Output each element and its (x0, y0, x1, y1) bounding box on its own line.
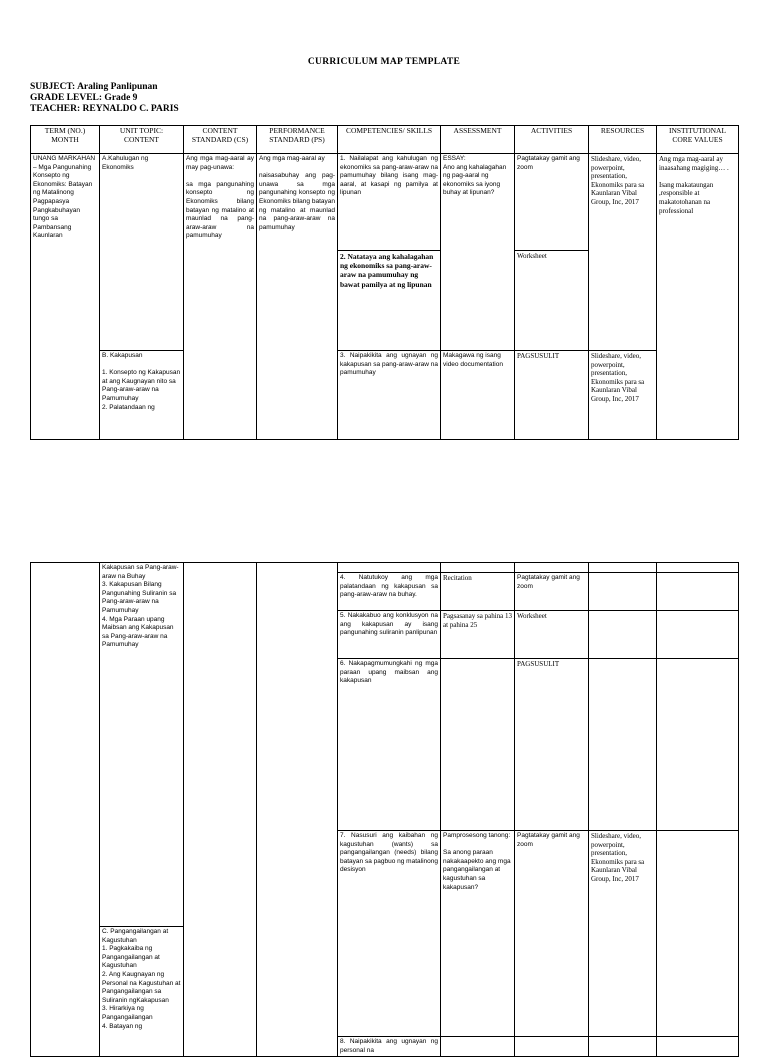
competency-cell: 2. Natataya ang kahalagahan ng ekonomiks sa pang-araw-araw na pamumuhay ng bawat pamilya at ng lipunan (338, 251, 441, 351)
header-assessment: ASSESSMENT (441, 126, 515, 154)
assessment-cell: Makagawa ng isang video documentation (441, 351, 515, 440)
assessment-cell (441, 659, 515, 831)
resources-cell: Slideshare, video, powerpoint, presentation, Ekonomiks para sa Kaunlaran Vibal Group, Inc, 2017 (589, 831, 657, 1037)
core-values-cell (657, 831, 739, 1037)
performance-standard-cell (257, 563, 338, 1057)
competency-cell: 5. Nakakabuo ang konklusyon na ang kakapusan ay isang pangunahing suliranin panlipunan (338, 611, 441, 659)
competency-cell (338, 563, 441, 573)
assessment-cell: Pamprosesong tanong: Sa anong paraan nakakaapekto ang mga pangangailangan at kagustuhan sa kakapusan? (441, 831, 515, 1037)
core-values-cell (657, 563, 739, 573)
core-values-cell (657, 611, 739, 659)
assessment-cell: Recitation (441, 573, 515, 611)
activity-cell: Pagtatakay gamit ang zoom (515, 831, 589, 1037)
unit-topic-cell: Kakapusan sa Pang-araw-araw na Buhay 3. Kakapusan Bilang Pangunahing Suliranin sa Pang-araw-araw na Pamumuhay 4. Mga Paraan upang Maibsan ang Kakapusan sa Pang-araw-araw na Pamumuhay (100, 563, 184, 927)
core-values-cell (657, 1037, 739, 1057)
teacher-line: TEACHER: REYNALDO C. PARIS (30, 104, 179, 114)
header-activities: ACTIVITIES (515, 126, 589, 154)
core-values-cell (657, 573, 739, 611)
term-cell (31, 563, 100, 1057)
header-core-values: INSTITUTIONAL CORE VALUES (657, 126, 739, 154)
table-row (31, 154, 739, 251)
resources-cell: Slideshare, video, powerpoint, presentation, Ekonomiks para sa Kaunlaran Vibal Group, Inc, 2017 (589, 351, 657, 440)
resources-cell: Slideshare, video, powerpoint, presentation, Ekonomiks para sa Kaunlaran Vibal Group, Inc, 2017 (589, 154, 657, 351)
competency-cell: 7. Nasusuri ang kaibahan ng kagustuhan (wants) sa pangangailangan (needs) bilang batayan sa pagbuo ng matalinong desisyon (338, 831, 441, 1037)
resources-cell (589, 573, 657, 611)
header-row (31, 126, 739, 154)
competency-cell: 1. Nailalapat ang kahulugan ng ekonomiks sa pang-araw-araw na pamumuhay bilang isang mag-aaral, at kasapi ng pamilya at lipunan (338, 154, 441, 251)
header-content-standard: CONTENT STANDARD (CS) (184, 126, 257, 154)
core-values-cell (657, 659, 739, 831)
header-performance-standard: PERFORMANCE STANDARD (PS) (257, 126, 338, 154)
core-values-cell: Ang mga mag-aaral ay inaasahang magiging… . Isang makataungan ,responsible at makatotohanan na professional (657, 154, 739, 440)
grade-level-line: GRADE LEVEL: Grade 9 (30, 93, 138, 103)
document-title: CURRICULUM MAP TEMPLATE (307, 57, 461, 67)
curriculum-table-2 (30, 562, 739, 1057)
activity-cell (515, 563, 589, 573)
unit-topic-cell: A.Kahulugan ng Ekonomiks (100, 154, 184, 351)
resources-cell (589, 611, 657, 659)
header-term: TERM (NO.) MONTH (31, 126, 100, 154)
activity-cell: PAGSUSULIT (515, 351, 589, 440)
competency-cell: 6. Nakapagmumungkahi ng mga paraan upang maibsan ang kakapusan (338, 659, 441, 831)
unit-topic-cell: B. Kakapusan 1. Konsepto ng Kakapusan at ang Kaugnayan nito sa Pang-araw-araw na Pamumuhay 2. Palatandaan ng (100, 351, 184, 440)
header-resources: RESOURCES (589, 126, 657, 154)
table-row (31, 351, 739, 440)
resources-cell (589, 1037, 657, 1057)
subject-line: SUBJECT: Araling Panlipunan (30, 82, 158, 92)
activity-cell: Pagtatakay gamit ang zoom (515, 154, 589, 251)
activity-cell: Worksheet (515, 251, 589, 351)
header-unit-topic: UNIT TOPIC: CONTENT (100, 126, 184, 154)
activity-cell: Pagtatakay gamit ang zoom (515, 573, 589, 611)
activity-cell: Worksheet (515, 611, 589, 659)
activity-cell: PAGSUSULIT (515, 659, 589, 831)
assessment-cell: Pagsasanay sa pahina 13 at pahina 25 (441, 611, 515, 659)
content-standard-cell: Ang mga mag-aaral ay may pag-unawa: sa mga pangunahing konsepto ng Ekonomiks bilang batayan ng matalino at maunlad na pang-araw-araw na pamumuhay (184, 154, 257, 440)
table-row (31, 563, 739, 573)
content-standard-cell (184, 563, 257, 1057)
document-meta (30, 82, 179, 115)
performance-standard-cell: Ang mga mag-aaral ay naisasabuhay ang pag-unawa sa mga pangunahing konsepto ng Ekonomiks bilang batayan ng matalino at maunlad na pang-araw-araw na pamumuhay (257, 154, 338, 440)
resources-cell (589, 659, 657, 831)
header-competencies: COMPETENCIES/ SKILLS (338, 126, 441, 154)
unit-topic-cell: C. Pangangailangan at Kagustuhan 1. Pagkakaiba ng Pangangailangan at Kagustuhan 2. Ang Kaugnayan ng Personal na Kagustuhan at Pangangailangan sa Suliranin ngKakapusan 3. Hirarkiya ng Pangangailangan 4. Batayan ng (100, 927, 184, 1057)
assessment-cell: ESSAY: Ano ang kahalagahan ng pag-aaral ng ekonomiks sa iyong buhay at lipunan? (441, 154, 515, 351)
competency-cell: 3. Naipakikita ang ugnayan ng kakapusan sa pang-araw-araw na pamumuhay (338, 351, 441, 440)
competency-cell: 8. Naipakikita ang ugnayan ng personal na (338, 1037, 441, 1057)
assessment-cell (441, 1037, 515, 1057)
curriculum-table-1 (30, 125, 739, 440)
activity-cell (515, 1037, 589, 1057)
term-cell: UNANG MARKAHAN – Mga Pangunahing Konsepto ng Ekonomiks: Batayan ng Matalinong Pagpapasya Pangkabuhayan tungo sa Pambansang Kaunlaran (31, 154, 100, 440)
competency-cell: 4. Natutukoy ang mga palatandaan ng kakapusan sa pang-araw-araw na buhay. (338, 573, 441, 611)
resources-cell (589, 563, 657, 573)
assessment-cell (441, 563, 515, 573)
